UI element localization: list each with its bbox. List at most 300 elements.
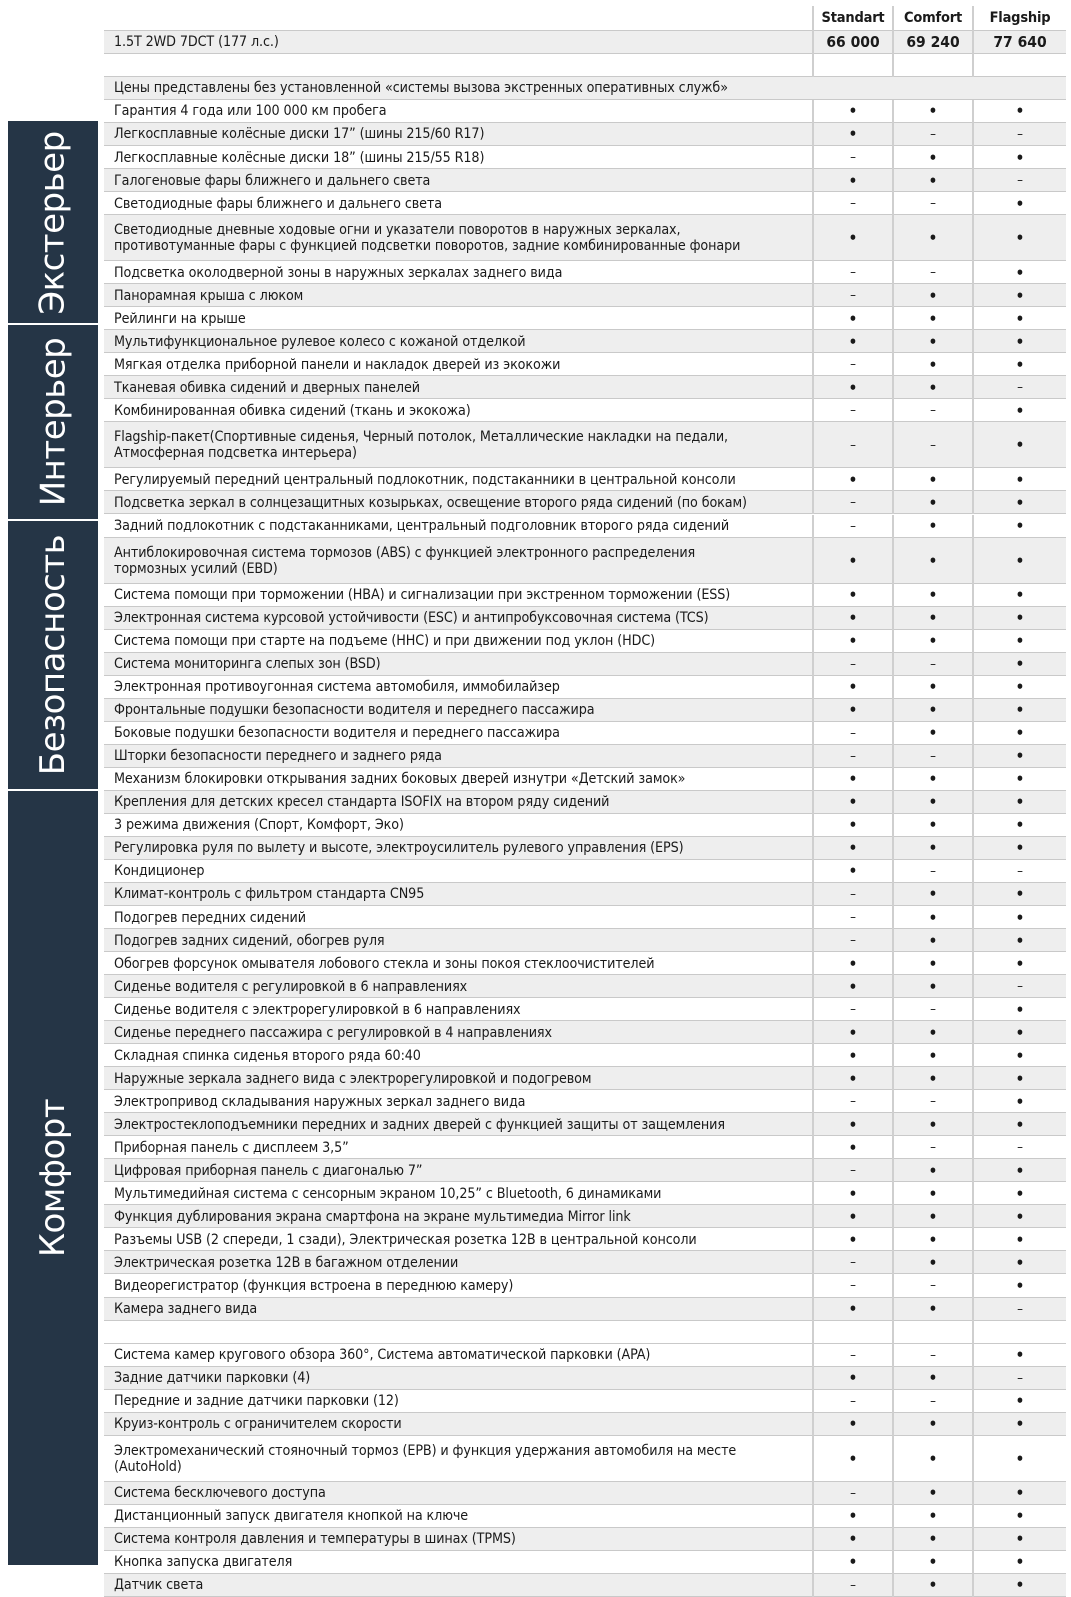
section-label: Комфорт bbox=[33, 1098, 74, 1257]
trim-price: 66 000 bbox=[826, 33, 880, 52]
standart-availability: – bbox=[850, 150, 856, 166]
feature-label: Приборная панель с дисплеем 3,5” bbox=[114, 1139, 349, 1156]
comfort-availability: – bbox=[930, 196, 936, 212]
table-row bbox=[104, 215, 1066, 261]
comfort-availability: • bbox=[928, 586, 938, 605]
feature-label: Панорамная крыша с люком bbox=[114, 287, 304, 304]
pricing-note: Цены представлены без установленной «системы вызова экстренных оперативных служб» bbox=[114, 80, 728, 97]
flagship-availability: • bbox=[1015, 793, 1025, 812]
standart-availability: – bbox=[850, 748, 856, 764]
standart-availability: – bbox=[850, 288, 856, 304]
comfort-availability: • bbox=[928, 724, 938, 743]
table-row bbox=[104, 1551, 1066, 1574]
comfort-availability: • bbox=[928, 1046, 938, 1065]
table-row bbox=[104, 607, 1066, 630]
table-row bbox=[104, 676, 1066, 699]
comfort-availability: • bbox=[928, 977, 938, 996]
flagship-availability: • bbox=[1015, 816, 1025, 835]
table-row bbox=[104, 1390, 1066, 1413]
standart-availability: – bbox=[850, 357, 856, 373]
table-row bbox=[104, 1528, 1066, 1551]
flagship-availability: • bbox=[1015, 355, 1025, 374]
comfort-availability: – bbox=[930, 863, 936, 879]
standart-availability: – bbox=[850, 1577, 856, 1593]
comfort-availability: • bbox=[928, 1415, 938, 1434]
table-row bbox=[104, 146, 1066, 169]
flagship-availability: • bbox=[1015, 1507, 1025, 1526]
engine-label: 1.5T 2WD 7DCT (177 л.с.) bbox=[114, 34, 279, 51]
feature-label: Сиденье водителя с электрорегулировкой в 6 направлениях bbox=[114, 1001, 521, 1018]
feature-label: Наружные зеркала заднего вида с электрорегулировкой и подогревом bbox=[114, 1070, 592, 1087]
table-row bbox=[104, 468, 1066, 491]
comfort-availability: • bbox=[928, 885, 938, 904]
table-row bbox=[104, 1067, 1066, 1090]
feature-label: Система мониторинга слепых зон (BSD) bbox=[114, 656, 381, 673]
flagship-availability: • bbox=[1015, 1092, 1025, 1111]
comfort-availability: • bbox=[928, 1553, 938, 1572]
table-row bbox=[104, 353, 1066, 376]
table-row bbox=[104, 307, 1066, 330]
section-label: Безопасность bbox=[33, 534, 74, 776]
standart-availability: • bbox=[848, 1230, 858, 1249]
standart-availability: • bbox=[848, 1530, 858, 1549]
table-row bbox=[104, 1367, 1066, 1390]
feature-label: Легкосплавные колёсные диски 17” (шины 215/60 R17) bbox=[114, 126, 485, 143]
table-row bbox=[104, 1182, 1066, 1205]
trim-price: 69 240 bbox=[906, 33, 960, 52]
flagship-availability: • bbox=[1015, 1161, 1025, 1180]
feature-label: Система помощи при старте на подъеме (HHC) и при движении под уклон (HDC) bbox=[114, 633, 656, 650]
comfort-availability: – bbox=[930, 748, 936, 764]
feature-label: Система бесключевого доступа bbox=[114, 1485, 326, 1502]
comfort-availability: • bbox=[928, 1300, 938, 1319]
table-row bbox=[104, 1436, 1066, 1482]
feature-label: Мультифункциональное рулевое колесо с кожаной отделкой bbox=[114, 333, 526, 350]
table-row bbox=[104, 998, 1066, 1021]
spacer-row bbox=[104, 54, 1066, 77]
standart-availability: – bbox=[850, 265, 856, 281]
table-row bbox=[104, 1021, 1066, 1044]
standart-availability: • bbox=[848, 632, 858, 651]
comfort-availability: • bbox=[928, 355, 938, 374]
standart-availability: – bbox=[850, 1485, 856, 1501]
table-row bbox=[104, 768, 1066, 791]
standart-availability: • bbox=[848, 954, 858, 973]
flagship-availability: – bbox=[1017, 979, 1023, 995]
standart-availability: – bbox=[850, 495, 856, 511]
standart-availability: • bbox=[848, 1449, 858, 1468]
standart-availability: – bbox=[850, 1393, 856, 1409]
flagship-availability: • bbox=[1015, 1530, 1025, 1549]
feature-label: Сиденье переднего пассажира с регулировкой в 4 направлениях bbox=[114, 1024, 552, 1041]
flagship-availability: • bbox=[1015, 655, 1025, 674]
section-comfort bbox=[8, 790, 98, 1565]
section-label: Экстерьер bbox=[33, 130, 74, 315]
table-row bbox=[104, 192, 1066, 215]
feature-label: Складная спинка сиденья второго ряда 60:40 bbox=[114, 1047, 421, 1064]
section-safety bbox=[8, 520, 98, 790]
table-row bbox=[104, 1113, 1066, 1136]
comfort-availability: • bbox=[928, 378, 938, 397]
comfort-availability: • bbox=[928, 517, 938, 535]
feature-label: Электромеханический стояночный тормоз (EPB) и функция удержания автомобиля на месте (AutoHold) bbox=[114, 1442, 737, 1475]
flagship-availability: • bbox=[1015, 1346, 1025, 1365]
feature-label: Задние датчики парковки (4) bbox=[114, 1370, 311, 1387]
table-row bbox=[104, 745, 1066, 768]
standart-availability: • bbox=[848, 1300, 858, 1319]
feature-label: Электропривод складывания наружных зеркал заднего вида bbox=[114, 1093, 526, 1110]
flagship-availability: • bbox=[1015, 1253, 1025, 1272]
feature-label: Кнопка запуска двигателя bbox=[114, 1554, 293, 1571]
standart-availability: • bbox=[848, 1069, 858, 1088]
flagship-availability: • bbox=[1015, 1553, 1025, 1572]
comfort-availability: • bbox=[928, 1576, 938, 1595]
flagship-availability: • bbox=[1015, 586, 1025, 605]
feature-label: Механизм блокировки открывания задних боковых дверей изнутри «Детский замок» bbox=[114, 771, 686, 788]
comfort-availability: • bbox=[928, 931, 938, 950]
flagship-availability: • bbox=[1015, 1115, 1025, 1134]
standart-availability: – bbox=[850, 656, 856, 672]
comfort-availability: – bbox=[930, 1347, 936, 1363]
flagship-availability: • bbox=[1015, 747, 1025, 766]
table-row bbox=[104, 1274, 1066, 1297]
flagship-availability: • bbox=[1015, 470, 1025, 489]
comfort-availability: – bbox=[930, 265, 936, 281]
table-row bbox=[104, 1344, 1066, 1367]
feature-label: Система камер кругового обзора 360°, Система автоматической парковки (APA) bbox=[114, 1347, 651, 1364]
table-row bbox=[104, 1228, 1066, 1251]
standart-availability: – bbox=[850, 725, 856, 741]
feature-label: Мультимедийная система с сенсорным экраном 10,25” с Bluetooth, 6 динамиками bbox=[114, 1185, 662, 1202]
table-row bbox=[104, 100, 1066, 123]
standart-availability: – bbox=[850, 933, 856, 949]
standart-availability: • bbox=[848, 1415, 858, 1434]
flagship-availability: • bbox=[1015, 954, 1025, 973]
comfort-availability: • bbox=[928, 1207, 938, 1226]
table-row bbox=[104, 630, 1066, 653]
standart-availability: • bbox=[848, 1207, 858, 1226]
flagship-availability: • bbox=[1015, 551, 1025, 570]
feature-label: Обогрев форсунок омывателя лобового стекла и зоны покоя стеклоочистителей bbox=[114, 955, 655, 972]
feature-label: Подогрев задних сидений, обогрев руля bbox=[114, 932, 385, 949]
flagship-availability: • bbox=[1015, 609, 1025, 628]
feature-label: Подсветка околодверной зоны в наружных зеркалах заднего вида bbox=[114, 264, 563, 281]
feature-label: Легкосплавные колёсные диски 18” (шины 215/55 R18) bbox=[114, 149, 485, 166]
feature-label: Мягкая отделка приборной панели и накладок дверей из экокожи bbox=[114, 356, 561, 373]
feature-label: Шторки безопасности переднего и заднего ряда bbox=[114, 748, 442, 765]
feature-label: Светодиодные фары ближнего и дальнего света bbox=[114, 195, 442, 212]
comfort-availability: • bbox=[928, 678, 938, 697]
table-row bbox=[104, 1159, 1066, 1182]
trim-header-row bbox=[104, 6, 1066, 31]
standart-availability: – bbox=[850, 1255, 856, 1271]
table-row bbox=[104, 515, 1066, 538]
comfort-availability: • bbox=[928, 470, 938, 489]
comfort-availability: • bbox=[928, 1484, 938, 1503]
feature-label: Разъемы USB (2 спереди, 1 сзади), Электрическая розетка 12В в центральной консоли bbox=[114, 1231, 697, 1248]
table-row bbox=[104, 376, 1066, 399]
standart-availability: – bbox=[850, 1002, 856, 1018]
table-row bbox=[104, 791, 1066, 814]
comfort-availability: • bbox=[928, 148, 938, 167]
flagship-availability: • bbox=[1015, 148, 1025, 167]
flagship-availability: • bbox=[1015, 1230, 1025, 1249]
flagship-availability: – bbox=[1017, 1370, 1023, 1386]
trim-price: 77 640 bbox=[993, 33, 1047, 52]
standart-availability: • bbox=[848, 470, 858, 489]
flagship-availability: • bbox=[1015, 885, 1025, 904]
standart-availability: • bbox=[848, 793, 858, 812]
comfort-availability: • bbox=[928, 551, 938, 570]
comfort-availability: • bbox=[928, 1253, 938, 1272]
comfort-availability: • bbox=[928, 229, 938, 248]
feature-label: Климат-контроль с фильтром стандарта CN95 bbox=[114, 886, 425, 903]
comfort-availability: • bbox=[928, 770, 938, 789]
standart-availability: • bbox=[848, 332, 858, 351]
flagship-availability: – bbox=[1017, 1140, 1023, 1156]
feature-label: Функция дублирования экрана смартфона на экране мультимедиа Mirror link bbox=[114, 1208, 631, 1225]
flagship-availability: • bbox=[1015, 724, 1025, 743]
table-row bbox=[104, 538, 1066, 584]
standart-availability: – bbox=[850, 1347, 856, 1363]
flagship-availability: • bbox=[1015, 839, 1025, 858]
trim-name: Comfort bbox=[903, 10, 963, 27]
flagship-availability: – bbox=[1017, 173, 1023, 189]
section-exterior bbox=[8, 121, 98, 324]
table-row bbox=[104, 1482, 1066, 1505]
flagship-availability: • bbox=[1015, 194, 1025, 213]
standart-availability: • bbox=[848, 816, 858, 835]
flagship-availability: • bbox=[1015, 263, 1025, 282]
standart-availability: – bbox=[850, 1163, 856, 1179]
comfort-availability: • bbox=[928, 1115, 938, 1134]
feature-label: Электростеклоподъемники передних и задних дверей с функцией защиты от защемления bbox=[114, 1116, 725, 1133]
flagship-availability: • bbox=[1015, 1184, 1025, 1203]
table-row bbox=[104, 491, 1066, 514]
table-row bbox=[104, 1136, 1066, 1159]
table-row bbox=[104, 653, 1066, 676]
standart-availability: • bbox=[848, 378, 858, 397]
standart-availability: • bbox=[848, 1184, 858, 1203]
standart-availability: • bbox=[848, 586, 858, 605]
table-row bbox=[104, 261, 1066, 284]
table-row bbox=[104, 1090, 1066, 1113]
feature-label: Камера заднего вида bbox=[114, 1301, 258, 1318]
feature-label: Видеорегистратор (функция встроена в переднюю камеру) bbox=[114, 1277, 514, 1294]
standart-availability: • bbox=[848, 1115, 858, 1134]
standart-availability: • bbox=[848, 1369, 858, 1388]
feature-label: Система контроля давления и температуры в шинах (TPMS) bbox=[114, 1531, 516, 1548]
flagship-availability: • bbox=[1015, 931, 1025, 950]
standart-availability: • bbox=[848, 1507, 858, 1526]
standart-availability: • bbox=[848, 1553, 858, 1572]
table-row bbox=[104, 1574, 1066, 1597]
comfort-availability: • bbox=[928, 1507, 938, 1526]
standart-availability: • bbox=[848, 678, 858, 697]
comfort-availability: • bbox=[928, 493, 938, 512]
feature-label: Комбинированная обивка сидений (ткань и экокожа) bbox=[114, 402, 471, 419]
comfort-availability: • bbox=[928, 632, 938, 651]
table-row bbox=[104, 1505, 1066, 1528]
flagship-availability: • bbox=[1015, 102, 1025, 121]
feature-label: Система помощи при торможении (HBA) и сигнализации при экстренном торможении (ESS) bbox=[114, 587, 731, 604]
table-row bbox=[104, 1413, 1066, 1436]
standart-availability: • bbox=[848, 1046, 858, 1065]
feature-label: Круиз-контроль с ограничителем скорости bbox=[114, 1416, 402, 1433]
feature-label: Подсветка зеркал в солнцезащитных козырьках, освещение второго ряда сидений (по бокам) bbox=[114, 494, 747, 511]
standart-availability: • bbox=[848, 770, 858, 789]
table-row bbox=[104, 837, 1066, 860]
comfort-availability: • bbox=[928, 1023, 938, 1042]
table-row bbox=[104, 422, 1066, 468]
feature-label: Электронная система курсовой устойчивости (ESC) и антипробуксовочная система (TCS) bbox=[114, 610, 709, 627]
spacer-row bbox=[104, 1321, 1066, 1344]
section-label: Интерьер bbox=[33, 337, 74, 507]
flagship-availability: • bbox=[1015, 1484, 1025, 1503]
feature-label: Электрическая розетка 12В в багажном отделении bbox=[114, 1254, 459, 1271]
comfort-availability: – bbox=[930, 1278, 936, 1294]
standart-availability: • bbox=[848, 102, 858, 121]
feature-label: Регулируемый передний центральный подлокотник, подстаканники в центральной консоли bbox=[114, 471, 736, 488]
comfort-availability: • bbox=[928, 309, 938, 328]
standart-availability: • bbox=[848, 125, 858, 144]
table-row bbox=[104, 330, 1066, 353]
feature-label: Сиденье водителя с регулировкой в 6 направлениях bbox=[114, 978, 468, 995]
flagship-availability: • bbox=[1015, 1576, 1025, 1595]
comfort-availability: • bbox=[928, 908, 938, 927]
standart-availability: • bbox=[848, 862, 858, 881]
standart-availability: – bbox=[850, 518, 856, 534]
table-row bbox=[104, 284, 1066, 307]
feature-label: Рейлинги на крыше bbox=[114, 310, 246, 327]
flagship-availability: • bbox=[1015, 1023, 1025, 1042]
feature-label: Светодиодные дневные ходовые огни и указатели поворотов в наружных зеркалах, противотуманные фары с функцией подсветки поворотов, задние комбинированные фонари bbox=[114, 222, 741, 255]
comfort-availability: • bbox=[928, 332, 938, 351]
comfort-availability: • bbox=[928, 286, 938, 305]
flagship-availability: • bbox=[1015, 770, 1025, 789]
feature-label: Боковые подушки безопасности водителя и переднего пассажира bbox=[114, 725, 560, 742]
feature-label: Задний подлокотник с подстаканниками, центральный подголовник второго ряда сидений bbox=[114, 518, 730, 534]
standart-availability: • bbox=[848, 229, 858, 248]
table-row bbox=[104, 169, 1066, 192]
comfort-availability: – bbox=[930, 656, 936, 672]
feature-label: Крепления для детских кресел стандарта ISOFIX на втором ряду сидений bbox=[114, 794, 610, 811]
standart-availability: – bbox=[850, 403, 856, 419]
price-row bbox=[104, 31, 1066, 54]
flagship-availability: – bbox=[1017, 1301, 1023, 1317]
flagship-availability: • bbox=[1015, 1415, 1025, 1434]
comfort-availability: • bbox=[928, 1069, 938, 1088]
feature-label: Цифровая приборная панель с диагональю 7” bbox=[114, 1162, 423, 1179]
flagship-availability: • bbox=[1015, 701, 1025, 720]
flagship-availability: • bbox=[1015, 1069, 1025, 1088]
flagship-availability: • bbox=[1015, 1207, 1025, 1226]
feature-label: Передние и задние датчики парковки (12) bbox=[114, 1393, 399, 1410]
comfort-availability: • bbox=[928, 171, 938, 190]
standart-availability: – bbox=[850, 196, 856, 212]
flagship-availability: • bbox=[1015, 908, 1025, 927]
table-row bbox=[104, 584, 1066, 607]
comfort-availability: • bbox=[928, 1161, 938, 1180]
feature-label: Датчик света bbox=[114, 1577, 204, 1594]
feature-label: Регулировка руля по вылету и высоте, электроусилитель рулевого управления (EPS) bbox=[114, 840, 684, 857]
standart-availability: • bbox=[848, 1138, 858, 1157]
flagship-availability: • bbox=[1015, 493, 1025, 512]
comfort-availability: • bbox=[928, 1184, 938, 1203]
flagship-availability: • bbox=[1015, 1276, 1025, 1295]
table-row bbox=[104, 123, 1066, 146]
standart-availability: • bbox=[848, 551, 858, 570]
table-row bbox=[104, 1044, 1066, 1067]
flagship-availability: • bbox=[1015, 632, 1025, 651]
flagship-availability: • bbox=[1015, 517, 1025, 535]
standart-availability: • bbox=[848, 609, 858, 628]
standart-availability: • bbox=[848, 977, 858, 996]
comfort-availability: • bbox=[928, 816, 938, 835]
comfort-availability: • bbox=[928, 839, 938, 858]
feature-label: Кондиционер bbox=[114, 863, 205, 880]
table-row bbox=[104, 975, 1066, 998]
standart-availability: – bbox=[850, 1094, 856, 1110]
comfort-availability: – bbox=[930, 1002, 936, 1018]
flagship-availability: • bbox=[1015, 401, 1025, 420]
flagship-availability: • bbox=[1015, 678, 1025, 697]
table-row bbox=[104, 929, 1066, 952]
trim-name: Standart bbox=[821, 10, 885, 27]
standart-availability: – bbox=[850, 1278, 856, 1294]
table-row bbox=[104, 1205, 1066, 1228]
comfort-availability: • bbox=[928, 793, 938, 812]
comfort-availability: • bbox=[928, 102, 938, 121]
feature-label: Flagship-пакет(Спортивные сиденья, Черный потолок, Металлические накладки на педали, Атмосферная подсветка интерьера) bbox=[114, 429, 729, 462]
flagship-availability: • bbox=[1015, 1000, 1025, 1019]
table-row bbox=[104, 1251, 1066, 1274]
flagship-availability: – bbox=[1017, 863, 1023, 879]
feature-label: Гарантия 4 года или 100 000 км пробега bbox=[114, 103, 387, 120]
standart-availability: • bbox=[848, 701, 858, 720]
pricing-note-row bbox=[104, 77, 1066, 100]
comfort-availability: – bbox=[930, 403, 936, 419]
comfort-availability: • bbox=[928, 1530, 938, 1549]
flagship-availability: • bbox=[1015, 286, 1025, 305]
comfort-availability: • bbox=[928, 1230, 938, 1249]
feature-label: Тканевая обивка сидений и дверных панелей bbox=[114, 379, 420, 396]
comfort-availability: • bbox=[928, 609, 938, 628]
table-row bbox=[104, 906, 1066, 929]
standart-availability: • bbox=[848, 839, 858, 858]
feature-label: Дистанционный запуск двигателя кнопкой на ключе bbox=[114, 1508, 469, 1525]
comfort-availability: – bbox=[930, 126, 936, 142]
feature-label: Галогеновые фары ближнего и дальнего света bbox=[114, 172, 431, 189]
table-row bbox=[104, 699, 1066, 722]
table-row bbox=[104, 814, 1066, 837]
comfort-availability: – bbox=[930, 1094, 936, 1110]
standart-availability: • bbox=[848, 1023, 858, 1042]
comfort-availability: – bbox=[930, 1393, 936, 1409]
flagship-availability: – bbox=[1017, 380, 1023, 396]
comfort-availability: • bbox=[928, 954, 938, 973]
flagship-availability: • bbox=[1015, 229, 1025, 248]
feature-label: Фронтальные подушки безопасности водителя и переднего пассажира bbox=[114, 702, 595, 719]
comfort-availability: – bbox=[930, 1140, 936, 1156]
table-row bbox=[104, 722, 1066, 745]
feature-label: Антиблокировочная система тормозов (ABS) с функцией электронного распределения тормозных усилий (EBD) bbox=[114, 544, 696, 577]
comfort-availability: • bbox=[928, 1449, 938, 1468]
table-row bbox=[104, 860, 1066, 883]
standart-availability: – bbox=[850, 910, 856, 925]
table-row bbox=[104, 1298, 1066, 1321]
flagship-availability: • bbox=[1015, 1392, 1025, 1411]
